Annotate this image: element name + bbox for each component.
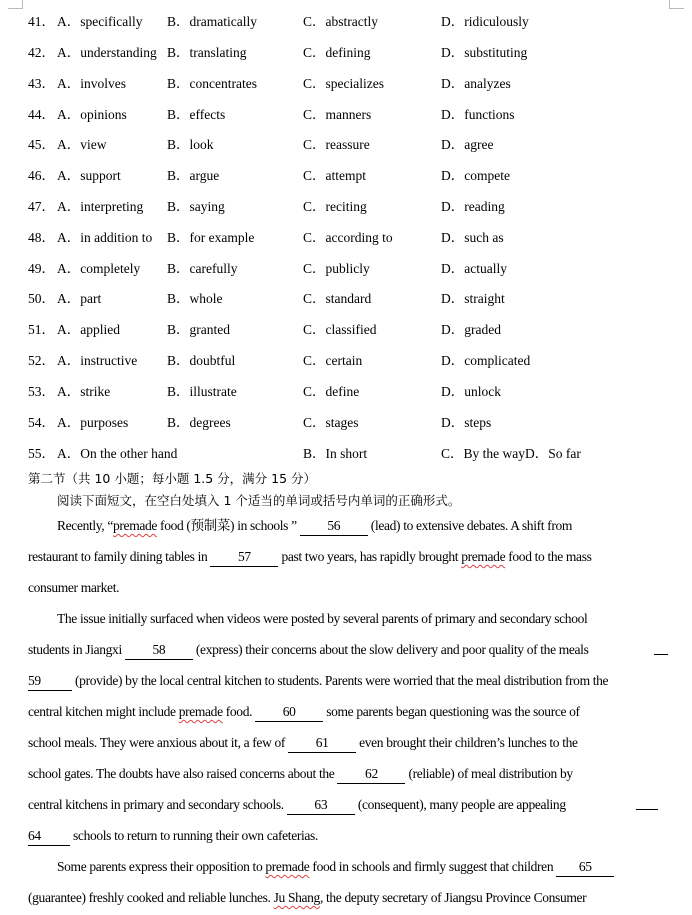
- passage-line: [28, 887, 586, 909]
- passage-line: consumer market.: [28, 580, 120, 595]
- option-b: B．saying: [167, 199, 225, 214]
- option-b: B．degrees: [167, 415, 231, 430]
- text: restaurant to family dining tables in: [28, 549, 208, 564]
- question-number: 53．: [28, 384, 55, 399]
- question-number: 43．: [28, 76, 55, 91]
- text: premade: [178, 704, 223, 719]
- question-number: 50．: [28, 291, 55, 306]
- option-a: A．support: [57, 168, 121, 183]
- option-a: A．purposes: [57, 415, 129, 430]
- blank-63[interactable]: 63: [287, 796, 355, 815]
- text: schools to return to running their own cafeterias.: [70, 828, 318, 843]
- passage-line: [28, 639, 589, 661]
- option-a: A．completely: [57, 261, 141, 276]
- text: premade: [113, 518, 158, 533]
- question-row: [0, 134, 692, 156]
- question-row: [0, 288, 692, 310]
- text: Some parents express their opposition to: [57, 859, 266, 874]
- section-title: 第二节（共 10 小题；每小题 1.5 分，满分 15 分）: [28, 471, 317, 486]
- question-row: [0, 412, 692, 434]
- passage-line: [28, 825, 318, 847]
- text: (consequent), many people are appealing: [354, 797, 566, 812]
- option-a: A．understanding: [57, 45, 157, 60]
- blank-57[interactable]: 57: [210, 548, 278, 567]
- question-number: 45．: [28, 137, 55, 152]
- passage-line: [57, 856, 614, 878]
- option-c: C．publicly: [303, 261, 370, 276]
- text: (guarantee) freshly cooked and reliable lunches.: [28, 890, 274, 905]
- blank-62[interactable]: 62: [337, 765, 405, 784]
- blank-65[interactable]: 65: [556, 858, 614, 877]
- option-b: B．look: [167, 137, 214, 152]
- question-row: [0, 258, 692, 280]
- option-c: C．defining: [303, 45, 371, 60]
- text: food (预制菜) in schools ”: [157, 518, 297, 533]
- question-row: [0, 381, 692, 403]
- text: food in schools and firmly suggest that children: [309, 859, 554, 874]
- option-d: D．ridiculously: [441, 14, 529, 29]
- text: some parents began questioning was the source of: [323, 704, 580, 719]
- question-number: 52．: [28, 353, 55, 368]
- option-a: A．strike: [57, 384, 111, 399]
- question-number: 47．: [28, 199, 55, 214]
- option-a: A．applied: [57, 322, 120, 337]
- question-row: [0, 350, 692, 372]
- passage-line: [28, 732, 578, 754]
- question-row: [0, 42, 692, 64]
- question-row: [0, 227, 692, 249]
- option-c: C．reassure: [303, 137, 370, 152]
- question-number: 46．: [28, 168, 55, 183]
- blank-59-start: [654, 652, 668, 655]
- option-c: C．according to: [303, 230, 393, 245]
- text: central kitchens in primary and secondary schools.: [28, 797, 284, 812]
- option-d: D．complicated: [441, 353, 531, 368]
- blank-56[interactable]: 56: [300, 517, 368, 536]
- question-number: 48．: [28, 230, 55, 245]
- option-b: B．doubtful: [167, 353, 236, 368]
- option-d: D．steps: [441, 415, 492, 430]
- option-b: B．dramatically: [167, 14, 257, 29]
- text: school meals. They were anxious about it, a few of: [28, 735, 286, 750]
- text: premade: [265, 859, 310, 874]
- text: (provide) by the local central kitchen to students. Parents were worried that the meal distribution from the: [72, 673, 609, 688]
- option-d: D．compete: [441, 168, 510, 183]
- question-row: [0, 196, 692, 218]
- text: even brought their children’s lunches to the: [356, 735, 578, 750]
- option-b: B．illustrate: [167, 384, 237, 399]
- question-row: [0, 104, 692, 126]
- option-d: D．agree: [441, 137, 494, 152]
- option-a: A．instructive: [57, 353, 138, 368]
- passage-line: [28, 546, 592, 568]
- option-d: D．substituting: [441, 45, 528, 60]
- passage-line: [28, 794, 566, 816]
- question-number: 41．: [28, 14, 55, 29]
- option-b: B．effects: [167, 107, 226, 122]
- option-a: A．opinions: [57, 107, 127, 122]
- text: Ju Shang: [273, 890, 320, 905]
- question-row: [0, 165, 692, 187]
- text: , the deputy secretary of Jiangsu Province Consumer: [319, 890, 587, 905]
- option-b: B．carefully: [167, 261, 238, 276]
- option-c: C．classified: [303, 322, 377, 337]
- blank-64-start: [636, 809, 658, 810]
- option-c: C．attempt: [303, 168, 366, 183]
- question-number: 44．: [28, 107, 55, 122]
- option-a: A．On the other hand: [57, 446, 178, 461]
- option-a: A．view: [57, 137, 107, 152]
- page-corner-mark: [669, 0, 684, 9]
- option-b: B．whole: [167, 291, 223, 306]
- text: past two years, has rapidly brought: [278, 549, 462, 564]
- text: (reliable) of meal distribution by: [405, 766, 573, 781]
- option-c: C．certain: [303, 353, 363, 368]
- text: premade: [461, 549, 506, 564]
- option-c: C．define: [303, 384, 360, 399]
- option-d: D．actually: [441, 261, 507, 276]
- option-c: C．stages: [303, 415, 359, 430]
- blank-61[interactable]: 61: [288, 734, 356, 753]
- option-b: B．granted: [167, 322, 230, 337]
- question-row: [0, 443, 692, 465]
- blank-59[interactable]: 59: [28, 672, 72, 691]
- text: (lead) to extensive debates. A shift from: [367, 518, 573, 533]
- option-b: B．argue: [167, 168, 220, 183]
- question-number: 54．: [28, 415, 55, 430]
- page-corner-mark: [8, 0, 23, 9]
- question-row: [0, 319, 692, 341]
- option-a: A．interpreting: [57, 199, 144, 214]
- option-a: A．part: [57, 291, 102, 306]
- option-c: C．specializes: [303, 76, 384, 91]
- text: school gates. The doubts have also raised concerns about the: [28, 766, 335, 781]
- option-d: D．functions: [441, 107, 515, 122]
- option-b: B．translating: [167, 45, 247, 60]
- blank-60[interactable]: 60: [255, 703, 323, 722]
- passage-line: [57, 515, 572, 537]
- question-row: [0, 73, 692, 95]
- option-d: D．straight: [441, 291, 505, 306]
- option-d: D．analyzes: [441, 76, 511, 91]
- passage-line: [28, 670, 608, 692]
- option-b: B．In short: [303, 446, 368, 461]
- section-instruction: 阅读下面短文，在空白处填入 1 个适当的单词或括号内单词的正确形式。: [57, 493, 461, 508]
- option-c: C．standard: [303, 291, 372, 306]
- passage-line: [28, 763, 573, 785]
- passage-line: The issue initially surfaced when videos were posted by several parents of primary and secondary school: [57, 611, 588, 626]
- question-number: 55．: [28, 446, 55, 461]
- passage-line: [28, 701, 580, 723]
- option-d: D．such as: [441, 230, 504, 245]
- option-d: D．unlock: [441, 384, 501, 399]
- option-c-d: C．By the wayD．So far: [441, 446, 581, 461]
- text: food.: [222, 704, 253, 719]
- option-a: A．specifically: [57, 14, 143, 29]
- option-b: B．for example: [167, 230, 255, 245]
- text: Recently, “: [57, 518, 113, 533]
- question-number: 42．: [28, 45, 55, 60]
- text: central kitchen might include: [28, 704, 179, 719]
- question-row: [0, 11, 692, 33]
- option-c: C．manners: [303, 107, 372, 122]
- option-c: C．reciting: [303, 199, 367, 214]
- text: students in Jiangxi: [28, 642, 122, 657]
- option-a: A．involves: [57, 76, 126, 91]
- text: (express) their concerns about the slow delivery and poor quality of the meals: [192, 642, 589, 657]
- question-number: 49．: [28, 261, 55, 276]
- option-d: D．graded: [441, 322, 501, 337]
- question-number: 51．: [28, 322, 55, 337]
- option-d: D．reading: [441, 199, 505, 214]
- blank-58[interactable]: 58: [125, 641, 193, 660]
- blank-64[interactable]: 64: [28, 827, 70, 846]
- option-a: A．in addition to: [57, 230, 153, 245]
- option-b: B．concentrates: [167, 76, 257, 91]
- text: food to the mass: [505, 549, 592, 564]
- option-c: C．abstractly: [303, 14, 378, 29]
